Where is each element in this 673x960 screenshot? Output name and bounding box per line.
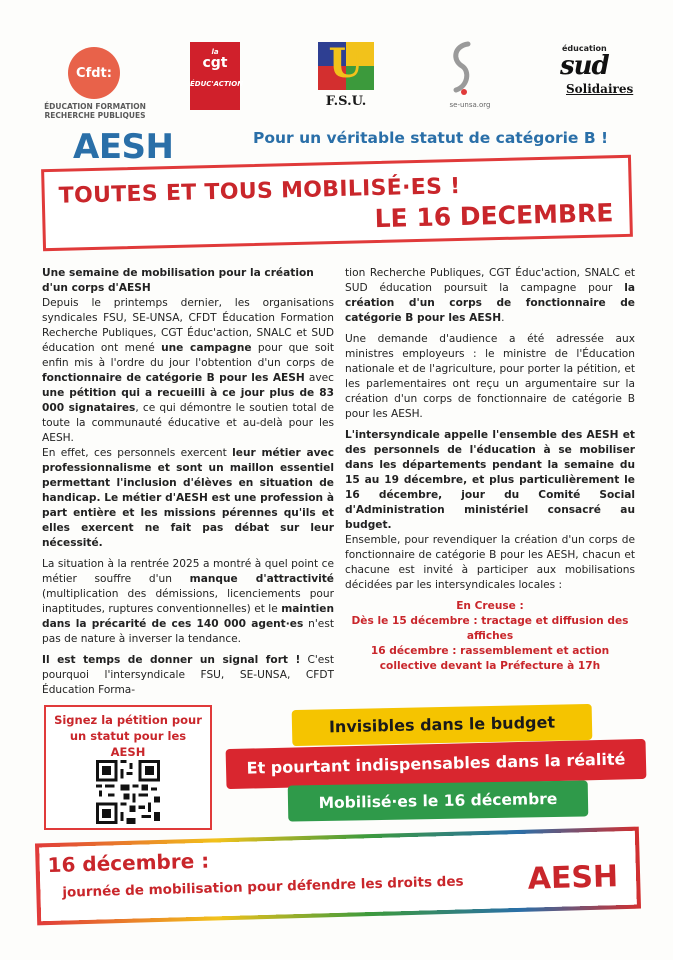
slogan-mobilises: Mobilisé·es le 16 décembre: [288, 780, 589, 821]
mobilisation-banner: [41, 155, 633, 251]
se-unsa-logo: [448, 40, 474, 96]
cgt-la: la: [211, 48, 219, 56]
se-unsa-url: se-unsa.org: [449, 101, 491, 109]
col2-paragraph-1: tion Recherche Publiques, CGT Éduc'action, SNALC et SUD éducation poursuit la campagne pour la création d'un corps de fonctionnaire de catégorie B pour les AESH.: [345, 267, 635, 324]
sud-solidaires: Solidaires: [566, 82, 634, 96]
cfdt-logo: [68, 47, 120, 99]
col1-paragraph-2: En effet, ces personnels exercent leur métier avec professionnalisme et sont un maillon essentiel permettant l'inclusion d'élèves en situation de handicap. Le métier d'AESH est une profession à part entière et les missions pérennes qu'ils et elles exercent ne fait pas débat sur leur nécessité.: [42, 447, 335, 549]
fsu-text: F.S.U.: [325, 94, 367, 109]
cfdt-mark: Cfdt:: [76, 65, 112, 81]
col1-paragraph-3: La situation à la rentrée 2025 a montré à quel point ce métier souffre d'un manque d'attractivité (multiplication des démissions, licenciements pour inaptitudes, ruptures conventionnelles) et le maintien dans la précarité de ces 140 000 agent·es n'est pas de nature à inverser la tendance.: [42, 558, 334, 645]
slogan-invisibles: Invisibles dans le budget: [292, 704, 593, 746]
petition-text: Signez la pétition pour un statut pour les AESH: [54, 713, 202, 759]
sud-top: éducation: [562, 44, 607, 53]
petition-box: [44, 705, 212, 830]
cfdt-caption-line1: ÉDUCATION FORMATION: [44, 102, 146, 111]
col2-paragraph-2: Une demande d'audience a été adressée aux ministres employeurs : le ministre de l'Éducation nationale et de l'agriculture, pour porter la pétition, et les parlementaires ont reçu un argumentaire sur la création d'un corps de fonctionnaire de catégorie B pour les AESH.: [345, 333, 635, 420]
banner-line2: LE 16 DECEMBRE: [374, 198, 614, 234]
qr-code-icon[interactable]: [96, 760, 160, 824]
col1-paragraph-4: Il est temps de donner un signal fort ! C'est pourquoi l'intersyndicale FSU, SE-UNSA, CFDT Éducation Forma-: [42, 654, 334, 696]
bottom-aesh: AESH: [527, 859, 619, 897]
banner-line1: TOUTES ET TOUS MOBILISÉ·ES !: [58, 173, 461, 209]
cfdt-caption-line2: RECHERCHE PUBLIQUES: [44, 111, 146, 120]
col2-paragraph-3: L'intersyndicale appelle l'ensemble des AESH et des personnels de l'éducation à se mobiliser dans les départements pendant la semaine du 15 au 19 décembre, et plus particulièrement le 16 décembre, jour du Comité Social d'Administration ministériel consacré au budget.: [345, 429, 635, 531]
event-2: 16 décembre : rassemblement et action collective devant la Préfecture à 17h: [370, 645, 610, 672]
local-events: [345, 599, 635, 674]
bottom-text: journée de mobilisation pour défendre les droits des: [62, 873, 464, 901]
creuse-heading: En Creuse :: [456, 600, 524, 612]
cgt-sub: ÉDUC'ACTION: [190, 80, 244, 88]
text-column-right: [345, 266, 635, 674]
statut-subtitle: Pour un véritable statut de catégorie B !: [253, 129, 609, 147]
col1-title: Une semaine de mobilisation pour la création d'un corps d'AESH: [42, 267, 314, 294]
cfdt-caption: [40, 102, 150, 120]
slogan-indispensables: Et pourtant indispensables dans la réalité: [226, 739, 647, 789]
event-1: Dès le 15 décembre : tractage et diffusion des affiches: [351, 615, 629, 642]
text-column-left: [42, 266, 334, 704]
bottom-date: 16 décembre :: [47, 848, 210, 878]
sud-logo: sud: [560, 51, 609, 81]
aesh-title: AESH: [73, 127, 174, 167]
col1-paragraph-1: Depuis le printemps dernier, les organisations syndicales FSU, SE-UNSA, CFDT Éducation Formation Recherche Publiques, CGT Éduc'action, SNALC et SUD éducation ont mené une campagne pour que soit enfin mis à l'ordre du jour l'obtention d'un corps de fonctionnaire de catégorie B pour les AESH avec une pétition qui a recueilli à ce jour plus de 83 000 signataires, ce qui démontre le soutien total de toute la communauté éducative et au-delà pour les AESH.: [42, 297, 335, 444]
cgt-mark: cgt: [202, 55, 228, 71]
bottom-banner: [35, 827, 641, 926]
col2-paragraph-4: Ensemble, pour revendiquer la création d'un corps de fonctionnaire de catégorie B pour les AESH, chacun et chacune est invité à participer aux mobilisations décidées par les intersyndicales locales :: [345, 534, 635, 591]
cgt-logo: [190, 42, 244, 110]
fsu-letter: U: [328, 40, 364, 87]
